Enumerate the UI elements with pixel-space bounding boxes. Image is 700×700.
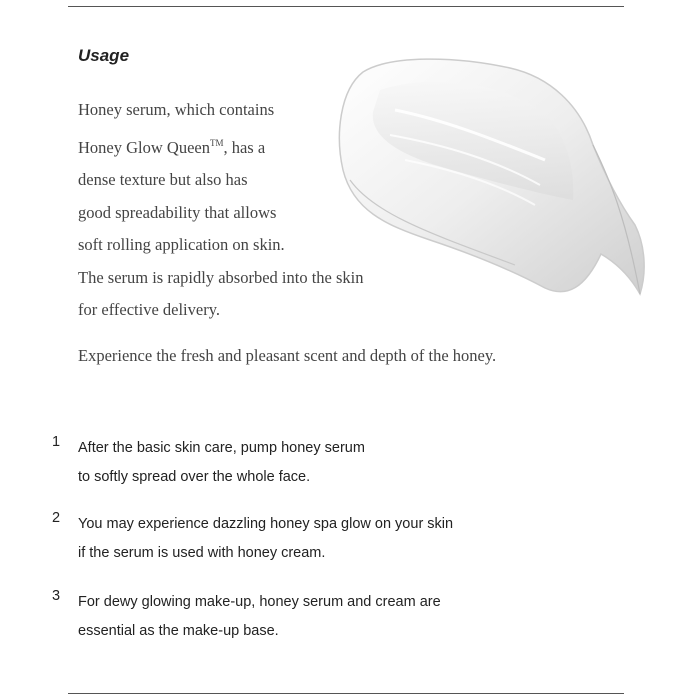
description-fragment: , has a (223, 137, 266, 157)
step-text (78, 588, 441, 646)
step-line: to softly spread over the whole face. (78, 469, 311, 485)
step-line: After the basic skin care, pump honey serum (78, 440, 365, 456)
description-line: Honey serum, which contains (78, 100, 275, 119)
step-line: essential as the make-up base. (78, 623, 279, 639)
usage-heading: Usage (78, 46, 130, 65)
description-line: dense texture but also has (78, 170, 248, 189)
step-line: You may experience dazzling honey spa glow on your skin (78, 516, 454, 532)
description-line: soft rolling application on skin. (78, 235, 285, 254)
step-text (78, 510, 453, 568)
top-divider (68, 6, 624, 7)
bottom-divider (68, 693, 624, 694)
step-number: 1 (52, 434, 61, 450)
step-number: 2 (52, 510, 61, 526)
serum-texture-image (335, 50, 650, 300)
brand-name: Honey Glow Queen (78, 137, 210, 157)
step-line: For dewy glowing make-up, honey serum and cream are (78, 594, 441, 610)
description-paragraph (78, 94, 364, 327)
step-number: 3 (52, 588, 61, 604)
description-line: for effective delivery. (78, 300, 221, 319)
description-line (78, 127, 364, 165)
description-line: good spreadability that allows (78, 202, 277, 222)
step-text (78, 434, 365, 492)
description-line: The serum is rapidly absorbed into the skin (78, 267, 364, 287)
trademark-mark: TM (209, 137, 224, 148)
step-line: if the serum is used with honey cream. (78, 545, 326, 561)
experience-text: Experience the fresh and pleasant scent and depth of the honey. (78, 346, 497, 365)
